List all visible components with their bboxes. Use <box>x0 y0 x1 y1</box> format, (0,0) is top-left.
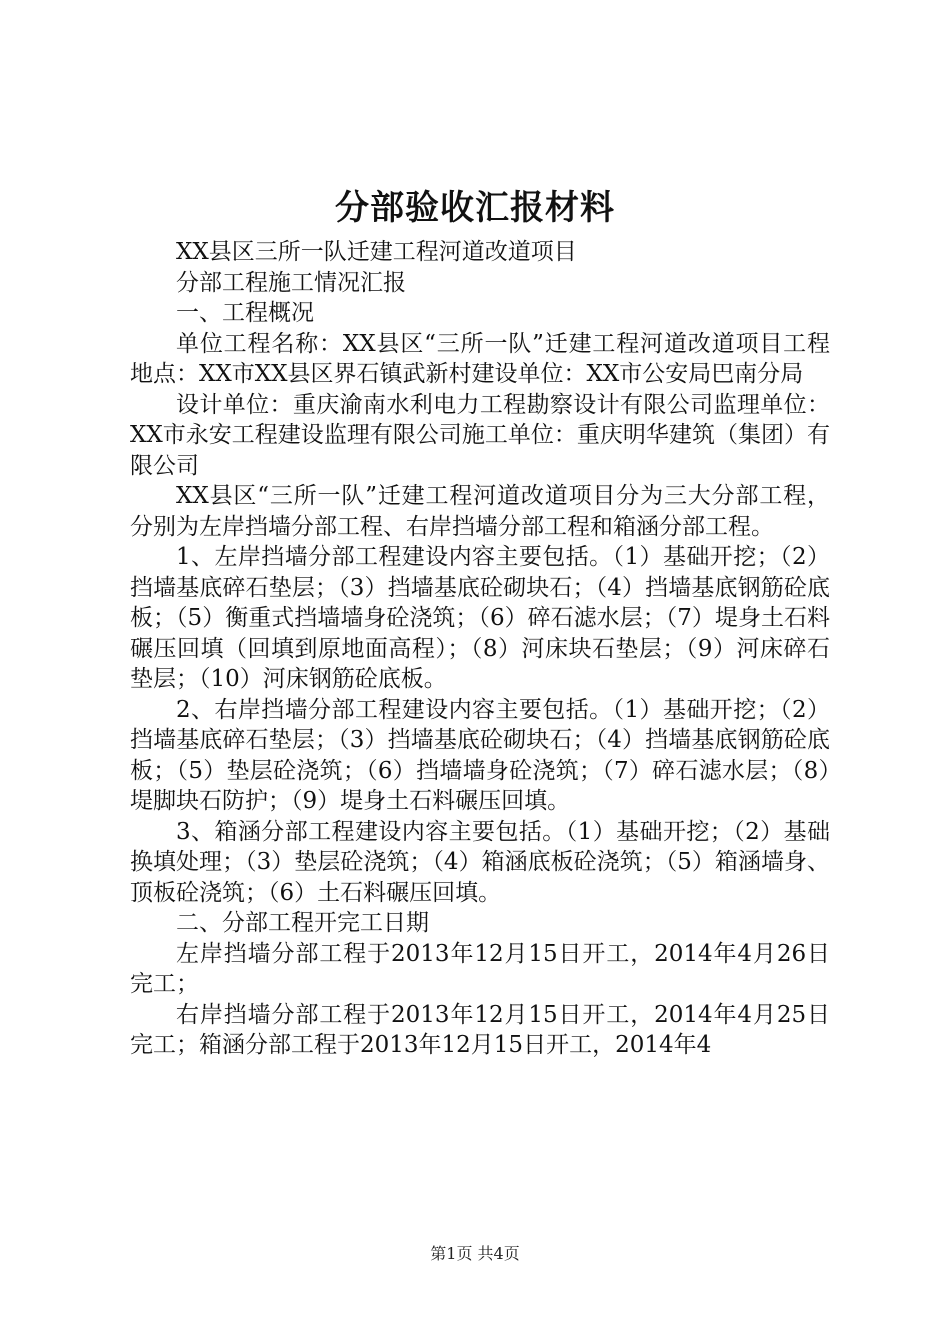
paragraph-division-summary: XX县区“三所一队”迁建工程河道改道项目分为三大分部工程，分别为左岸挡墙分部工程、右岸挡墙分部工程和箱涵分部工程。 <box>130 483 830 540</box>
paragraph-box-culvert: 3、箱涵分部工程建设内容主要包括。（1）基础开挖；（2）基础换填处理；（3）垫层砼浇筑；（4）箱涵底板砼浇筑；（5）箱涵墙身、顶板砼浇筑；（6）土石料碾压回填。 <box>130 818 830 906</box>
paragraph-left-bank-dates: 左岸挡墙分部工程于2013年12月15日开工，2014年4月26日完工； <box>130 940 830 997</box>
paragraph-design-unit: 设计单位：重庆渝南水利电力工程勘察设计有限公司监理单位：XX市永安工程建设监理有限公司施工单位：重庆明华建筑（集团）有限公司 <box>130 391 830 479</box>
paragraph-right-bank-dates: 右岸挡墙分部工程于2013年12月15日开工，2014年4月25日完工；箱涵分部工程于2013年12月15日开工，2014年4 <box>130 1001 830 1058</box>
paragraph-left-bank: 1、左岸挡墙分部工程建设内容主要包括。（1）基础开挖；（2）挡墙基底碎石垫层；（3）挡墙基底砼砌块石；（4）挡墙基底钢筋砼底板；（5）衡重式挡墙墙身砼浇筑；（6）碎石滤水层；（7）堤身土石料碾压回填（回填到原地面高程）；（8）河床块石垫层；（9）河床碎石垫层；（10）河床钢筋砼底板。 <box>130 544 830 692</box>
paragraph-right-bank: 2、右岸挡墙分部工程建设内容主要包括。（1）基础开挖；（2）挡墙基底碎石垫层；（3）挡墙基底砼砌块石；（4）挡墙基底钢筋砼底板；（5）垫层砼浇筑；（6）挡墙墙身砼浇筑；（7）碎石滤水层；（8）堤脚块石防护；（9）堤身土石料碾压回填。 <box>130 696 830 814</box>
section-heading-overview: 一、工程概况 <box>176 300 314 326</box>
document-title: 分部验收汇报材料 <box>335 188 615 228</box>
section-heading-dates: 二、分部工程开完工日期 <box>176 910 429 936</box>
document-body <box>130 237 830 1061</box>
paragraph-unit-info: 单位工程名称：XX县区“三所一队”迁建工程河道改道项目工程地点：XX市XX县区界石镇武新村建设单位：XX市公安局巴南分局 <box>130 330 830 387</box>
page-number-footer: 第1页 共4页 <box>430 1244 520 1263</box>
paragraph-project-name: XX县区三所一队迁建工程河道改道项目 <box>176 239 577 265</box>
paragraph-report-heading: 分部工程施工情况汇报 <box>176 269 406 296</box>
